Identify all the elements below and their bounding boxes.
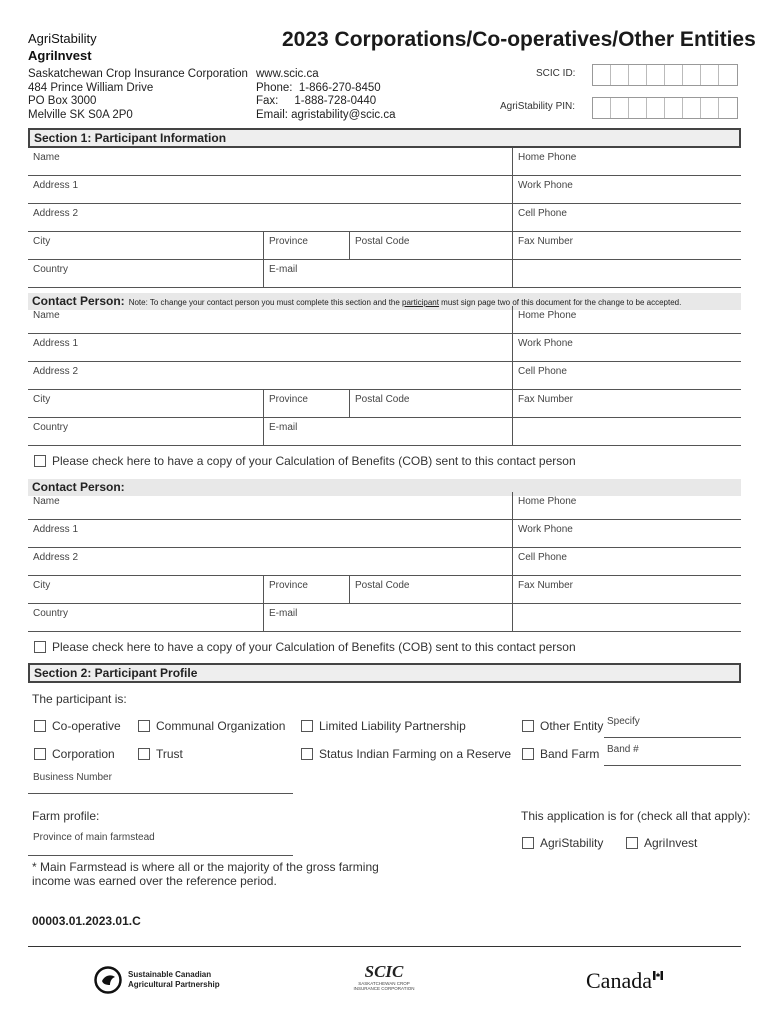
c1-province-field[interactable]: Province	[264, 390, 350, 418]
checkbox-icon[interactable]	[522, 837, 534, 849]
communal-checkbox[interactable]: Communal Organization	[138, 719, 285, 733]
section1-title: Section 1: Participant Information	[28, 128, 741, 148]
c2-postal-field[interactable]: Postal Code	[350, 576, 513, 604]
c1-row-address1	[28, 334, 741, 362]
scic-id-label: SCIC ID:	[536, 68, 576, 79]
c1-row-country	[28, 418, 741, 446]
cooperative-checkbox[interactable]: Co-operative	[34, 719, 121, 733]
c2-row-city	[28, 576, 741, 604]
scic-id-input[interactable]	[592, 64, 738, 86]
c2-row-address2	[28, 548, 741, 576]
s1-blank-cell	[513, 260, 741, 288]
checkbox-icon[interactable]	[301, 720, 313, 732]
s1-row-address2	[28, 204, 741, 232]
contact2-header: Contact Person:	[28, 479, 741, 496]
checkbox-icon[interactable]	[522, 748, 534, 760]
c2-fax-field[interactable]: Fax Number	[513, 576, 741, 604]
c1-email-field[interactable]: E-mail	[264, 418, 513, 446]
c1-row-city	[28, 390, 741, 418]
org-address: Saskatchewan Crop Insurance Corporation 484 Prince William Drive PO Box 3000 Melville SK S0A 2P0	[28, 68, 248, 121]
s1-province-field[interactable]: Province	[264, 232, 350, 260]
checkbox-icon[interactable]	[34, 748, 46, 760]
c2-province-field[interactable]: Province	[264, 576, 350, 604]
llp-checkbox[interactable]: Limited Liability Partnership	[301, 719, 466, 733]
s1-row-name	[28, 148, 741, 176]
application-for-label: This application is for (check all that apply):	[521, 809, 751, 823]
s1-row-city	[28, 232, 741, 260]
c1-cob-checkbox[interactable]: Please check here to have a copy of your Calculation of Benefits (COB) sent to this contact person	[34, 454, 576, 468]
c1-address2-field[interactable]: Address 2	[28, 362, 513, 390]
checkbox-icon[interactable]	[138, 720, 150, 732]
contact1-note: Note: To change your contact person you must complete this section and the participant must sign page two of this document for the change to be accepted.	[128, 298, 682, 307]
c1-fax-field[interactable]: Fax Number	[513, 390, 741, 418]
c2-cob-checkbox[interactable]: Please check here to have a copy of your Calculation of Benefits (COB) sent to this contact person	[34, 640, 576, 654]
c2-work-phone-field[interactable]: Work Phone	[513, 520, 741, 548]
checkbox-icon[interactable]	[626, 837, 638, 849]
checkbox-icon[interactable]	[301, 748, 313, 760]
section2-title: Section 2: Participant Profile	[28, 663, 741, 683]
s1-work-phone-field[interactable]: Work Phone	[513, 176, 741, 204]
checkbox-icon[interactable]	[34, 641, 46, 653]
page-title: 2023 Corporations/Co-operatives/Other Entities	[282, 28, 756, 51]
trust-checkbox[interactable]: Trust	[138, 747, 183, 761]
c1-name-field[interactable]: Name	[28, 306, 513, 334]
c1-address1-field[interactable]: Address 1	[28, 334, 513, 362]
band-farm-checkbox[interactable]: Band Farm	[522, 747, 599, 761]
c1-row-name	[28, 306, 741, 334]
c1-row-address2	[28, 362, 741, 390]
s1-city-field[interactable]: City	[28, 232, 264, 260]
c1-cell-phone-field[interactable]: Cell Phone	[513, 362, 741, 390]
scic-logo: SCIC SASKATCHEWAN CROP INSURANCE CORPORATION	[353, 962, 415, 991]
c2-row-country	[28, 604, 741, 632]
canada-flag-icon	[653, 971, 663, 980]
c2-address2-field[interactable]: Address 2	[28, 548, 513, 576]
c1-home-phone-field[interactable]: Home Phone	[513, 306, 741, 334]
agristability-checkbox[interactable]: AgriStability	[522, 836, 603, 850]
participant-is-label: The participant is:	[32, 692, 127, 706]
c2-name-field[interactable]: Name	[28, 492, 513, 520]
c2-email-field[interactable]: E-mail	[264, 604, 513, 632]
farm-profile-label: Farm profile:	[32, 809, 100, 823]
c1-postal-field[interactable]: Postal Code	[350, 390, 513, 418]
c2-address1-field[interactable]: Address 1	[28, 520, 513, 548]
c2-cell-phone-field[interactable]: Cell Phone	[513, 548, 741, 576]
checkbox-icon[interactable]	[522, 720, 534, 732]
s1-address1-field[interactable]: Address 1	[28, 176, 513, 204]
org-contact: www.scic.ca Phone: 1-866-270-8450 Fax: 1-888-728-0440 Email: agristability@scic.ca	[256, 68, 396, 121]
c2-blank-cell	[513, 604, 741, 632]
c2-city-field[interactable]: City	[28, 576, 264, 604]
c2-row-name	[28, 492, 741, 520]
form-code: 00003.01.2023.01.C	[32, 914, 141, 928]
s1-address2-field[interactable]: Address 2	[28, 204, 513, 232]
c2-row-address1	[28, 520, 741, 548]
s1-name-field[interactable]: Name	[28, 148, 513, 176]
footer-divider	[28, 946, 741, 947]
province-main-farmstead-field[interactable]: Province of main farmstead	[28, 832, 293, 856]
s1-country-field[interactable]: Country	[28, 260, 264, 288]
agriinvest-checkbox[interactable]: AgriInvest	[626, 836, 697, 850]
s1-row-country	[28, 260, 741, 288]
c1-country-field[interactable]: Country	[28, 418, 264, 446]
c1-city-field[interactable]: City	[28, 390, 264, 418]
canada-wordmark: Canada	[586, 968, 663, 994]
s1-email-field[interactable]: E-mail	[264, 260, 513, 288]
s1-fax-field[interactable]: Fax Number	[513, 232, 741, 260]
agristability-logo: AgriStability AgriInvest	[28, 31, 97, 63]
corporation-checkbox[interactable]: Corporation	[34, 747, 115, 761]
s1-postal-field[interactable]: Postal Code	[350, 232, 513, 260]
c1-blank-cell	[513, 418, 741, 446]
checkbox-icon[interactable]	[34, 455, 46, 467]
other-entity-checkbox[interactable]: Other Entity	[522, 719, 603, 733]
specify-field[interactable]: Specify	[604, 716, 741, 738]
c2-home-phone-field[interactable]: Home Phone	[513, 492, 741, 520]
s1-home-phone-field[interactable]: Home Phone	[513, 148, 741, 176]
c1-work-phone-field[interactable]: Work Phone	[513, 334, 741, 362]
scap-emblem-icon	[94, 966, 122, 994]
s1-row-address1	[28, 176, 741, 204]
checkbox-icon[interactable]	[138, 748, 150, 760]
status-indian-checkbox[interactable]: Status Indian Farming on a Reserve	[301, 747, 511, 761]
footnote: * Main Farmstead is where all or the majority of the gross farming income was earned over the reference period.	[32, 860, 379, 888]
scap-logo: Sustainable Canadian Agricultural Partnership	[94, 966, 220, 994]
band-number-field[interactable]: Band #	[604, 744, 741, 766]
pin-label: AgriStability PIN:	[500, 101, 576, 112]
s1-cell-phone-field[interactable]: Cell Phone	[513, 204, 741, 232]
pin-input[interactable]	[592, 97, 738, 119]
business-number-field[interactable]: Business Number	[28, 772, 293, 794]
checkbox-icon[interactable]	[34, 720, 46, 732]
contact1-header: Contact Person: Note: To change your contact person you must complete this section and the participant must sign page two of this document for the change to be accepted.	[28, 293, 741, 310]
c2-country-field[interactable]: Country	[28, 604, 264, 632]
